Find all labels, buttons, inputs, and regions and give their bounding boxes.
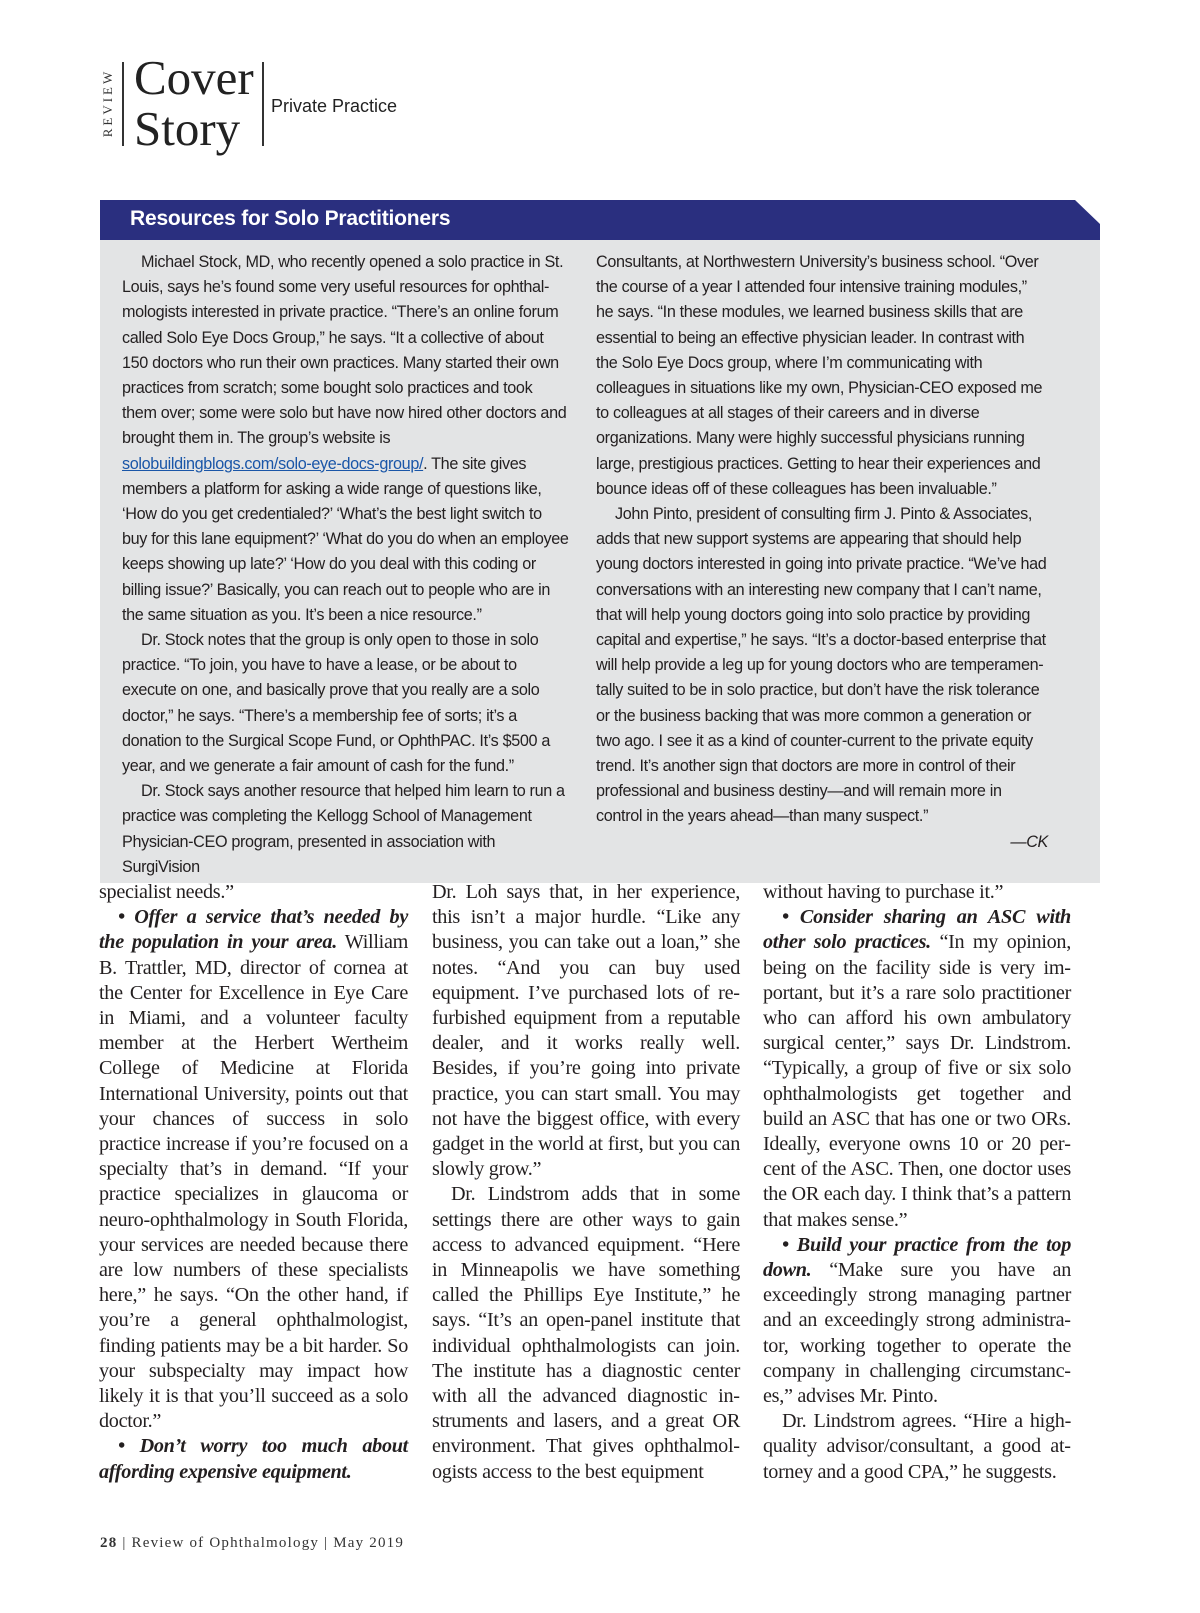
header-divider-2	[262, 62, 264, 146]
article-paragraph: specialist needs.”	[99, 881, 234, 903]
sidebar-left-column	[122, 250, 570, 880]
sidebar-paragraph: Dr. Stock notes that the group is only open to those in solo practice. “To join, you have to have a lease, or be about to execute on one, and basically prove that you really are a solo doctor,” he says. “There’s a membership fee of sorts; it’s a donation to the Surgical Scope Fund, or OphthPAC. It’s $500 a year, and we generate a fair amount of cash for the fund.”	[122, 631, 550, 776]
footer-separator: |	[319, 1535, 334, 1551]
article-paragraph	[763, 905, 1071, 1233]
bullet-heading: • Consider sharing an ASC with other solo practices.	[763, 906, 1071, 954]
sidebar-signature: —CK	[1010, 832, 1048, 851]
sidebar-paragraph	[122, 250, 570, 628]
forum-link[interactable]: solobuildingblogs.com/solo-eye-docs-group/	[122, 454, 424, 473]
sidebar-text: . The site gives members a platform for asking a wide range of questions like, ‘How do you get credentialed?’ ‘What’s the best light switch to buy for this lane equipment?’ ‘What do you do when an employee keeps showing up late?’ ‘How do you deal with this coding or billing issue?’ Basically, you can reach out to people who are in the same situation as you. It’s been a nice resource.”	[122, 454, 569, 624]
article-paragraph: Dr. Lindstrom adds that in some settings there are other ways to gain access to advanced equipment. “Here in Minneapolis we have something called the Phillips Eye Institute,” he says. “It’s an open-panel institute that individual ophthalmologists can join. The institute has a diagnostic center with all the advanced diagnostic instruments and lasers, and a great OR environment. That gives ophthalmologists access to the best equipment	[432, 1183, 740, 1483]
issue-date: May 2019	[333, 1535, 405, 1551]
sidebar-paragraph: John Pinto, president of consulting firm J. Pinto & Associates, adds that new support systems are appearing that should help young doctors interested in going into private practice. “We’ve had conversations with an interesting new company that I can’t name, that will help young doctors going into solo practice by providing capital and expertise,” he says. “It’s a doctor-based enterprise that will help provide a leg up for young doctors who are temperamentally suited to be in solo practice, but don’t have the risk tolerance or the business backing that was more common a generation or two ago. I see it as a kind of counter-current to the private equity trend. It’s another sign that doctors are more in control of their professional and business destiny—and will remain more in control in the years ahead—than many suspect.”	[596, 505, 1047, 826]
page-number: 28	[100, 1535, 118, 1551]
section-label: Private Practice	[271, 96, 398, 116]
article-text: “Make sure you have an exceedingly strong managing partner and an exceedingly strong administrator, working together to operate the company in challenging circumstances,” advises Mr. Pinto.	[763, 1259, 1071, 1408]
article-text: William B. Trattler, MD, director of cornea at the Center for Excellence in Eye Care in Miami, and a volunteer faculty member at the Herbert Wertheim College of Medicine at Florida International University, points out that your chances of success in solo practice increase if you’re focused on a specialty that’s in demand. “If your practice specializes in glaucoma or neuro-ophthalmology in South Florida, your services are needed because there are low numbers of these specialists here,” he says. “On the other hand, if you’re a general ophthalmologist, finding patients may be a bit harder. So your subspecialty may impact how likely it is that you’ll succeed as a solo doctor.”	[99, 931, 409, 1433]
article-column-3	[763, 880, 1071, 1485]
article-column-1	[99, 880, 408, 1485]
footer-separator: |	[117, 1535, 132, 1551]
article-paragraph	[99, 905, 408, 1434]
journal-name: Review of Ophthalmology	[131, 1535, 320, 1551]
bullet-heading: • Offer a service that’s needed by the population in your area.	[99, 906, 408, 954]
sidebar-paragraph: Consultants, at Northwestern University’s business school. “Over the course of a year I attended four intensive training modules,” he says. “In these modules, we learned business skills that are essential to being an effective physician leader. In contrast with the Solo Eye Docs group, where I’m communicating with colleagues in situations like my own, Physician-CEO exposed me to colleagues at all stages of their careers and in diverse organizations. Many were highly successful physicians running large, prestigious practices. Getting to hear their experiences and bounce ideas off of these colleagues has been invaluable.”	[596, 253, 1043, 498]
sidebar-right-column	[596, 250, 1048, 855]
article-column-2	[432, 880, 740, 1485]
article-paragraph: without having to purchase it.”	[763, 881, 1004, 903]
bullet-heading: • Build your practice from the top down.	[763, 1233, 1071, 1282]
story-word: Story	[134, 101, 241, 156]
page-footer	[100, 1535, 404, 1552]
review-label	[98, 64, 118, 146]
sidebar-paragraph: Dr. Stock says another resource that helped him learn to run a practice was completing the Kellogg School of Management Physician-CEO program, presented in association with SurgiVision	[122, 782, 565, 876]
article-paragraph: Dr. Lindstrom agrees. “Hire a high-quality advisor/consultant, a good attorney and a good CPA,” he suggests.	[763, 1410, 1071, 1483]
sidebar-text: Michael Stock, MD, who recently opened a solo practice in St. Louis, says he’s found some very useful resources for ophthalmologists interested in private practice. “There’s an online forum called Solo Eye Docs Group,” he says. “It a collective of about 150 doctors who run their own practices. Many started their own practices from scratch; some bought solo practices and took them over; some were solo but have now hired other doctors and brought them in. The group’s website is	[122, 253, 567, 448]
bullet-heading: • Don’t worry too much about affording expensive equipment.	[99, 1435, 408, 1483]
header-divider	[122, 62, 124, 146]
article-text: “In my opinion, being on the facility side is very important, but it’s a rare solo practitioner who can afford his own ambulatory surgical center,” says Dr. Lindstrom. “Typically, a group of five or six solo ophthalmologists get together and build an ASC that has one or two ORs. Ideally, everyone owns 10 or 20 percent of the ASC. Then, one doctor uses the OR each day. I think that’s a pattern that makes sense.”	[763, 931, 1071, 1231]
cover-word: Cover	[134, 50, 254, 105]
article-paragraph: Dr. Loh says that, in her experience, this isn’t a major hurdle. “Like any business, you can take out a loan,” she notes. “And you can buy used equipment. I’ve purchased lots of refurbished equipment from a reputable dealer, and it works really well. Besides, if you’re going into private practice, you can start small. You may not have the biggest office, with every gadget in the world at first, but you can slowly grow.”	[432, 881, 740, 1181]
review-label-text: REVIEW	[100, 68, 115, 138]
article-paragraph	[763, 1233, 1071, 1409]
sidebar-title: Resources for Solo Practitioners	[130, 207, 451, 230]
article-paragraph	[99, 1434, 408, 1484]
